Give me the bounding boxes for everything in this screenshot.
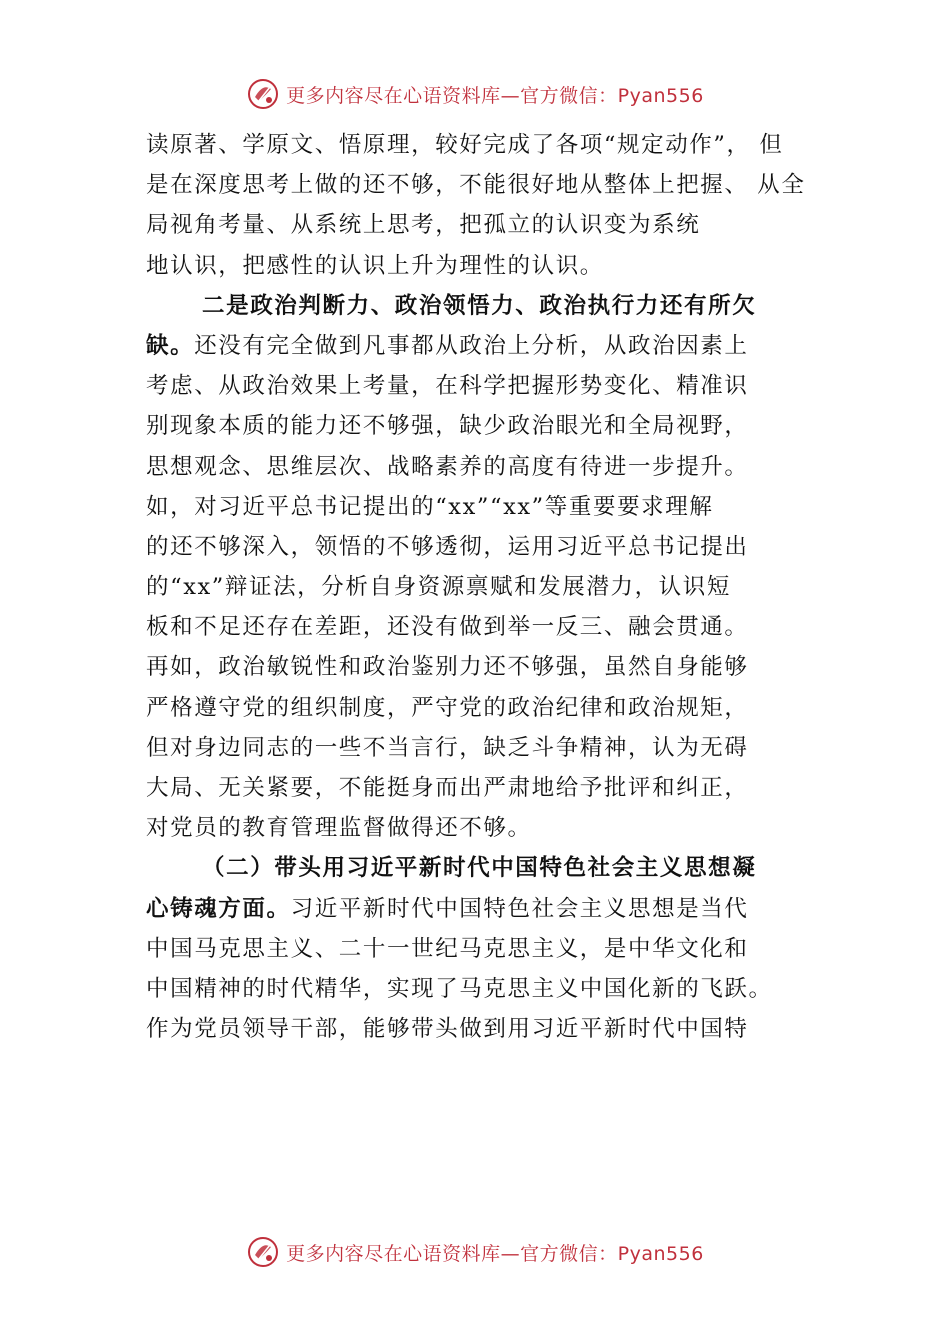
text-line	[146, 286, 846, 326]
text-line	[146, 848, 846, 888]
watermark-text: 更多内容尽在心语资料库—官方微信：Pyan556	[286, 84, 704, 107]
body-text-segment: 但对身边同志的一些不当言行，缺乏斗争精神，认为无碍	[146, 734, 749, 761]
text-line	[146, 1009, 846, 1049]
text-line	[146, 487, 846, 527]
body-text-segment: 中国马克思主义、二十一世纪马克思主义，是中华文化和	[146, 935, 749, 962]
body-text-segment: 的还不够深入，领悟的不够透彻，运用习近平总书记提出	[146, 533, 749, 560]
text-line	[146, 567, 846, 607]
body-text-segment: 习近平新时代中国特色社会主义思想是当代	[290, 895, 749, 922]
text-line	[146, 929, 846, 969]
bold-heading-text: 心铸魂方面。	[146, 895, 291, 922]
body-text-segment: 思想观念、思维层次、战略素养的高度有待进一步提升。	[146, 453, 749, 480]
text-line	[146, 969, 846, 1009]
brand-logo-icon	[246, 1235, 280, 1269]
text-line	[146, 607, 846, 647]
text-line	[146, 326, 846, 366]
text-line	[146, 125, 846, 165]
body-text-segment: 对党员的教育管理监督做得还不够。	[146, 815, 532, 842]
header-watermark	[0, 72, 950, 116]
text-line	[146, 647, 846, 687]
text-line	[146, 808, 846, 848]
text-line	[146, 728, 846, 768]
text-line	[146, 165, 846, 205]
footer-watermark	[0, 1230, 950, 1274]
body-text-segment: 还没有完全做到凡事都从政治上分析，从政治因素上	[194, 332, 749, 359]
body-text-segment: 的“xx”辩证法，分析自身资源禀赋和发展潜力，认识短	[146, 574, 731, 601]
body-text-segment: 局视角考量、从系统上思考，把孤立的认识变为系统	[146, 212, 701, 239]
watermark-text: 更多内容尽在心语资料库—官方微信：Pyan556	[286, 1242, 704, 1265]
body-text-segment: 别现象本质的能力还不够强，缺少政治眼光和全局视野，	[146, 413, 749, 440]
body-text-segment: 再如，政治敏锐性和政治鉴别力还不够强，虽然自身能够	[146, 654, 749, 681]
bold-heading-text: 二是政治判断力、政治领悟力、政治执行力还有所欠	[202, 292, 757, 319]
body-text-segment: 考虑、从政治效果上考量，在科学把握形势变化、精准识	[146, 373, 749, 400]
text-line	[146, 527, 846, 567]
body-text-segment: 是在深度思考上做的还不够，不能很好地从整体上把握、 从全	[146, 172, 806, 199]
body-text-segment: 读原著、学原文、悟原理，较好完成了各项“规定动作”， 但	[146, 132, 784, 158]
body-text-segment: 中国精神的时代精华，实现了马克思主义中国化新的飞跃。	[146, 975, 773, 1002]
text-line	[146, 246, 846, 286]
text-line	[146, 406, 846, 446]
body-text-segment: 严格遵守党的组织制度，严守党的政治纪律和政治规矩，	[146, 694, 749, 721]
text-line	[146, 366, 846, 406]
text-line	[146, 205, 846, 245]
text-line	[146, 688, 846, 728]
body-text-segment: 作为党员领导干部，能够带头做到用习近平新时代中国特	[146, 1016, 749, 1043]
body-text-segment: 板和不足还存在差距，还没有做到举一反三、融会贯通。	[146, 614, 749, 641]
body-text-segment: 如，对习近平总书记提出的“xx”“xx”等重要要求理解	[146, 493, 714, 520]
text-line	[146, 889, 846, 929]
body-text-segment: 地认识，把感性的认识上升为理性的认识。	[146, 252, 604, 279]
brand-logo-icon	[246, 77, 280, 111]
bold-heading-text: （二）带头用习近平新时代中国特色社会主义思想凝	[202, 855, 757, 882]
bold-heading-text: 缺。	[146, 332, 195, 359]
text-line	[146, 447, 846, 487]
text-line	[146, 768, 846, 808]
body-text-segment: 大局、无关紧要，不能挺身而出严肃地给予批评和纠正，	[146, 775, 749, 801]
document-body	[146, 125, 846, 1049]
